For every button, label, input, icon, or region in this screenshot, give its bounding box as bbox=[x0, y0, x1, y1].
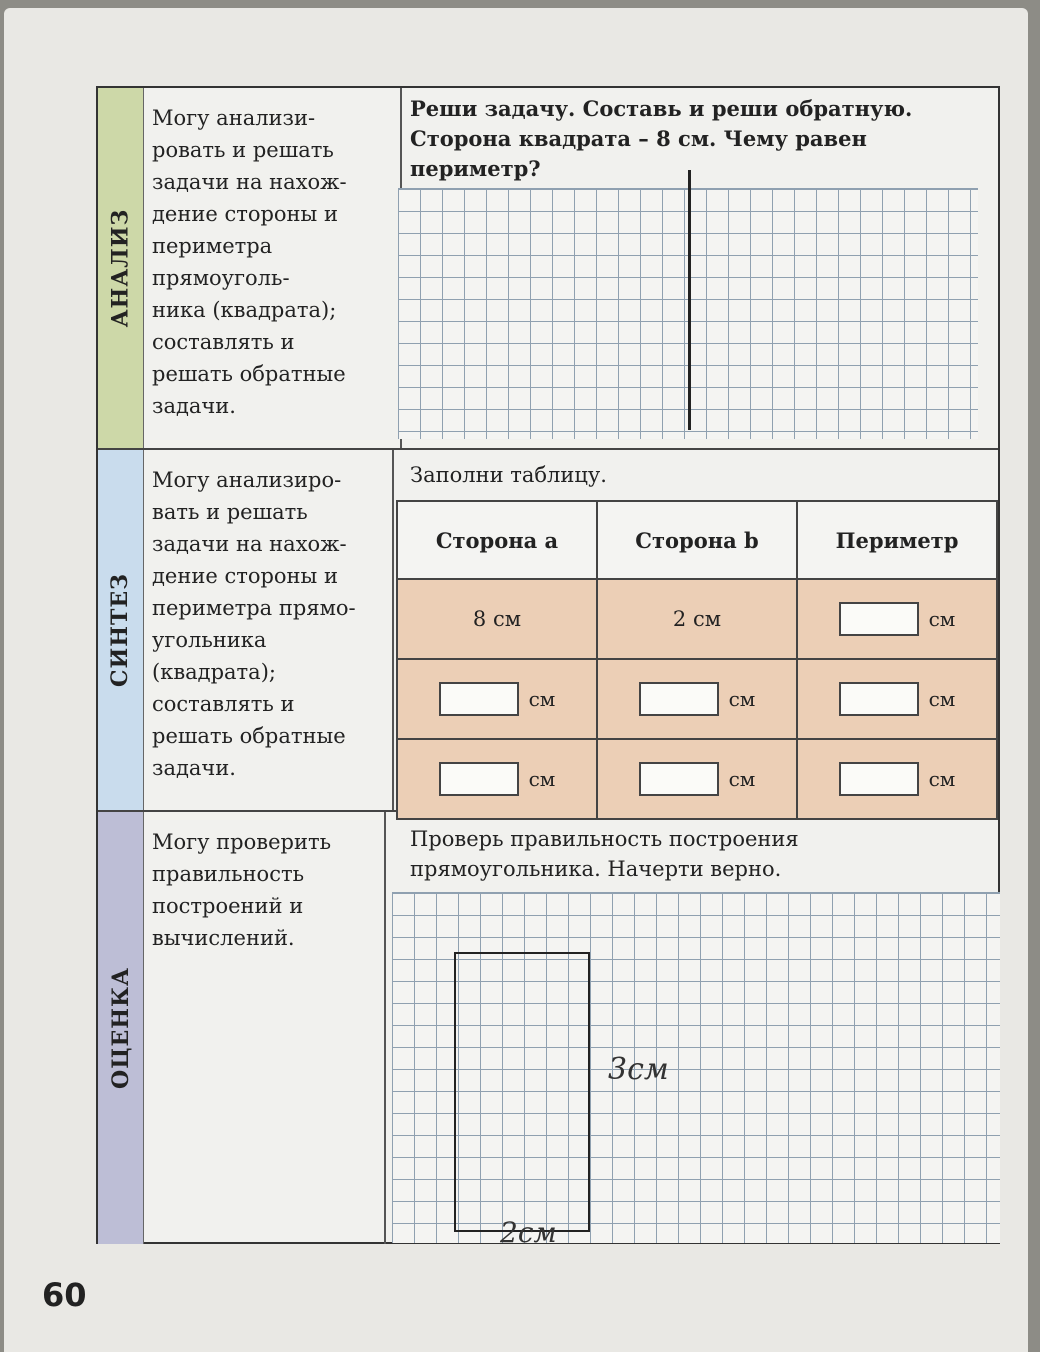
header-side-b: Сторона b bbox=[597, 501, 797, 579]
band-label: АНАЛИЗ bbox=[107, 208, 134, 328]
handwritten-side-label: 3см bbox=[608, 1052, 669, 1087]
band-label: ОЦЕНКА bbox=[107, 967, 134, 1089]
answer-box[interactable] bbox=[439, 682, 519, 716]
cell-input: см bbox=[397, 659, 597, 739]
table-row bbox=[397, 659, 997, 739]
section-sintez bbox=[98, 450, 998, 812]
column-divider bbox=[392, 450, 394, 810]
skill-text: Могу анализи- ровать и решать задачи на нахож- дение стороны и периметра прямоуголь- ника (квадрата); составлять и решать обратные задачи. bbox=[152, 106, 347, 418]
answer-box[interactable] bbox=[439, 762, 519, 796]
header-perimeter: Периметр bbox=[797, 501, 997, 579]
table-row bbox=[397, 739, 997, 819]
cell-input: см bbox=[797, 739, 997, 819]
band-analiz bbox=[98, 88, 144, 448]
column-divider bbox=[384, 812, 386, 1244]
section-ocenka bbox=[98, 812, 998, 1249]
band-ocenka bbox=[98, 812, 144, 1244]
cell-value: 8 см bbox=[397, 579, 597, 659]
cell-input: см bbox=[597, 739, 797, 819]
cell-input: см bbox=[797, 579, 997, 659]
task-text: Проверь правильность построения прямоугольника. Начерти верно. bbox=[410, 827, 799, 881]
skill-text: Могу анализиро- вать и решать задачи на нахож- дение стороны и периметра прямо- угольника (квадрата); составлять и решать обратные задачи. bbox=[152, 468, 356, 780]
answer-box[interactable] bbox=[839, 682, 919, 716]
answer-box[interactable] bbox=[639, 682, 719, 716]
drawn-rectangle bbox=[454, 952, 590, 1232]
cell-input: см bbox=[397, 739, 597, 819]
band-label: СИНТЕЗ bbox=[107, 572, 134, 688]
header-side-a: Сторона a bbox=[397, 501, 597, 579]
skill-text: Могу проверить правильность построений и вычислений. bbox=[152, 830, 332, 950]
section-analiz bbox=[98, 88, 998, 450]
answer-box[interactable] bbox=[639, 762, 719, 796]
table-header-row bbox=[397, 501, 997, 579]
task-text: Реши задачу. Составь и реши обратную. Сторона квадрата – 8 см. Чему равен периметр? bbox=[410, 96, 913, 181]
band-sintez bbox=[98, 450, 144, 810]
cell-input: см bbox=[797, 659, 997, 739]
table-row bbox=[397, 579, 997, 659]
assessment-table bbox=[96, 86, 1000, 1249]
task-text: Заполни таблицу. bbox=[410, 463, 607, 487]
cell-input: см bbox=[597, 659, 797, 739]
perimeter-table bbox=[396, 500, 998, 820]
workbook-page bbox=[4, 8, 1028, 1352]
answer-box[interactable] bbox=[839, 762, 919, 796]
page-number: 60 bbox=[42, 1276, 87, 1314]
cell-value: 2 см bbox=[597, 579, 797, 659]
handwritten-bottom-label: 2см bbox=[500, 1216, 557, 1249]
answer-box[interactable] bbox=[839, 602, 919, 636]
grid-split-line bbox=[688, 170, 691, 430]
